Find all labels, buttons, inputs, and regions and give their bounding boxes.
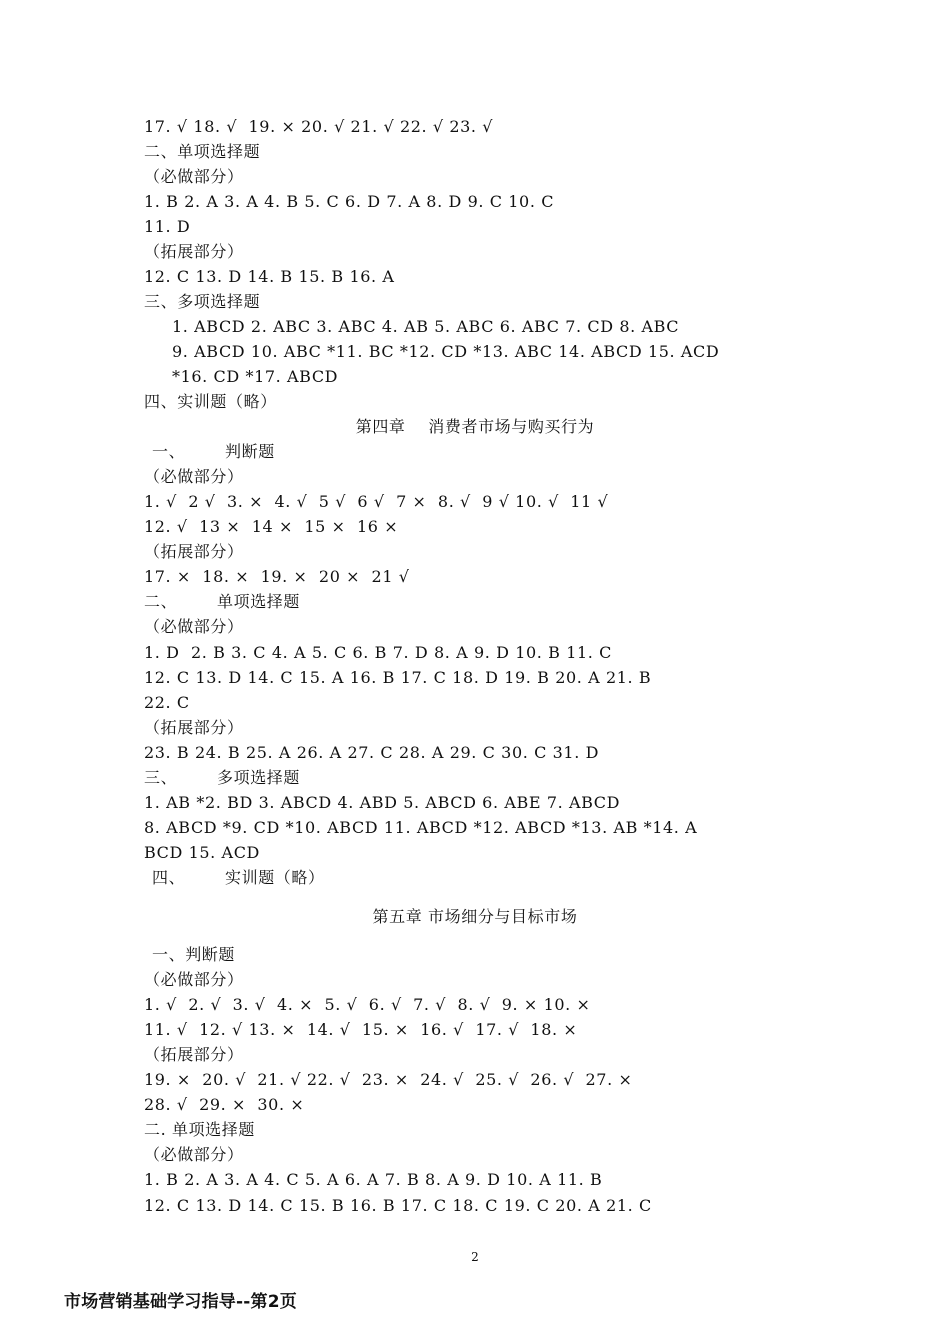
page-number: 2 (471, 1250, 479, 1264)
answer-line: 17. √ 18. √ 19. × 20. √ 21. √ 22. √ 23. √ (144, 117, 494, 136)
subsection-label: （拓展部分） (144, 718, 244, 737)
answer-line: 9. ABCD 10. ABC *11. BC *12. CD *13. ABC 14. ABCD 15. ACD (172, 342, 720, 361)
section-heading: 三、 多项选择题 (144, 768, 301, 787)
section-heading: 二、单项选择题 (144, 142, 261, 161)
answer-line: 1. B 2. A 3. A 4. B 5. C 6. D 7. A 8. D 9. C 10. C (144, 192, 555, 211)
section-heading: 一、 判断题 (152, 442, 275, 461)
chapter-title: 第四章 消费者市场与购买行为 (355, 417, 595, 436)
subsection-label: （必做部分） (144, 167, 244, 186)
subsection-label: （必做部分） (144, 1145, 244, 1164)
subsection-label: （拓展部分） (144, 542, 244, 561)
answer-line: 1. AB *2. BD 3. ABCD 4. ABD 5. ABCD 6. ABE 7. ABCD (144, 793, 621, 812)
section-heading: 四、 实训题（略） (152, 868, 325, 887)
answer-line: 19. × 20. √ 21. √ 22. √ 23. × 24. √ 25. √ 26. √ 27. × (144, 1070, 633, 1089)
section-heading: 二、 单项选择题 (144, 592, 301, 611)
answer-line: 17. × 18. × 19. × 20 × 21 √ (144, 567, 410, 586)
section-heading: 一、判断题 (152, 945, 236, 964)
subsection-label: （拓展部分） (144, 242, 244, 261)
answer-line: 12. √ 13 × 14 × 15 × 16 × (144, 517, 399, 536)
answer-line: 11. D (144, 217, 191, 236)
answer-line: 1. B 2. A 3. A 4. C 5. A 6. A 7. B 8. A 9. D 10. A 11. B (144, 1170, 603, 1189)
subsection-label: （拓展部分） (144, 1045, 244, 1064)
answer-line: 1. ABCD 2. ABC 3. ABC 4. AB 5. ABC 6. ABC 7. CD 8. ABC (172, 317, 680, 336)
answer-line: 12. C 13. D 14. C 15. A 16. B 17. C 18. D 19. B 20. A 21. B (144, 668, 652, 687)
answer-line: 1. D 2. B 3. C 4. A 5. C 6. B 7. D 8. A 9. D 10. B 11. C (144, 643, 612, 662)
answer-line: 1. √ 2. √ 3. √ 4. × 5. √ 6. √ 7. √ 8. √ 9. × 10. × (144, 995, 591, 1014)
answer-line: *16. CD *17. ABCD (172, 367, 339, 386)
answer-line: 12. C 13. D 14. C 15. B 16. B 17. C 18. C 19. C 20. A 21. C (144, 1196, 652, 1215)
answer-line: 23. B 24. B 25. A 26. A 27. C 28. A 29. C 30. C 31. D (144, 743, 600, 762)
section-heading: 三、多项选择题 (144, 292, 261, 311)
answer-line: 8. ABCD *9. CD *10. ABCD 11. ABCD *12. ABCD *13. AB *14. A (144, 818, 698, 837)
subsection-label: （必做部分） (144, 617, 244, 636)
section-heading: 二. 单项选择题 (144, 1120, 255, 1139)
answer-line: 28. √ 29. × 30. × (144, 1095, 305, 1114)
footer-caption: 市场营销基础学习指导--第2页 (64, 1292, 297, 1312)
subsection-label: （必做部分） (144, 970, 244, 989)
chapter-title: 第五章 市场细分与目标市场 (372, 907, 578, 926)
answer-line: 22. C (144, 693, 190, 712)
section-heading: 四、实训题（略） (144, 392, 277, 411)
answer-line: BCD 15. ACD (144, 843, 260, 862)
answer-line: 12. C 13. D 14. B 15. B 16. A (144, 267, 395, 286)
subsection-label: （必做部分） (144, 467, 244, 486)
answer-line: 11. √ 12. √ 13. × 14. √ 15. × 16. √ 17. √ 18. × (144, 1020, 578, 1039)
answer-line: 1. √ 2 √ 3. × 4. √ 5 √ 6 √ 7 × 8. √ 9 √ 10. √ 11 √ (144, 492, 609, 511)
